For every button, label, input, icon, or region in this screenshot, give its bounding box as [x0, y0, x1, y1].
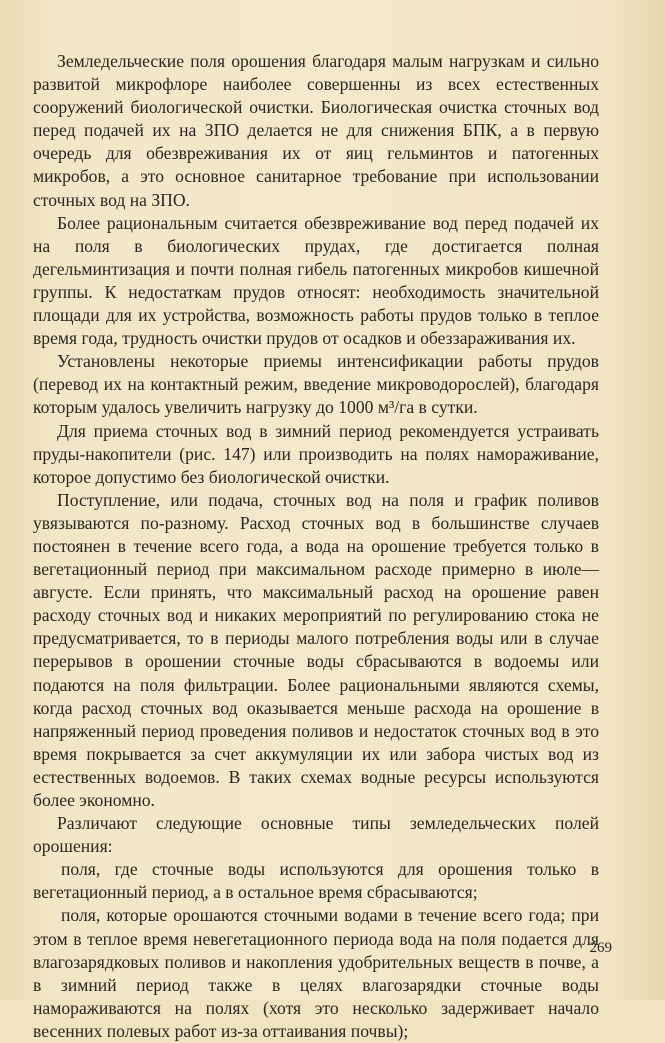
paragraph-zpo-intro: Земледельческие поля орошения благодаря малым нагрузкам и сильно развитой микрофлоре наиболее совершенны из всех естественных сооружений биологической очистки. Биологическая очистка сточных вод перед подачей их на ЗПО делается не для снижения БПК, а в первую очередь для обезвреживания их от яиц гельминтов и патогенных микробов, а это основное санитарное требование при использовании сточных вод на ЗПО. [33, 51, 599, 210]
list-item-vegetation-fields: поля, где сточные воды используются для орошения только в вегетационный период, а в остальное время сбрасываются; [33, 859, 599, 903]
paragraph-supply-schedule: Поступление, или подача, сточных вод на поля и график поливов увязываются по-разному. Расход сточных вод в большинстве случаев постоянен в течение всего года, а вода на орошение требуется только в вегетационный период при максимальном расходе примерно в июле—августе. Если принять, что максимальный расход на орошение равен расходу сточных вод и никаких мероприятий по регулированию стока не предусматривается, то в периоды малого потребления воды или в случае перерывов в орошении сточные воды сбрасываются в водоемы или подаются на поля фильтрации. Более рациональными являются схемы, когда расход сточных вод оказывается меньше расхода на орошение в напряженный период проведения поливов и недостаток сточных вод в это время покрывается за счет аккумуляции их или забора чистых вод из естественных водоемов. В таких схемах водные ресурсы используются более экономно. [33, 489, 599, 810]
page-number: 269 [589, 940, 612, 956]
paragraph-types-intro: Различают следующие основные типы земледельческих полей орошения: [33, 813, 599, 857]
paragraph-bio-ponds: Более рациональным считается обезвреживание вод перед подачей их на поля в биологических прудах, где достигается полная дегельминтизация и почти полная гибель патогенных микробов кишечной группы. К недостаткам прудов относят: необходимость значительной площади для их устройства, возможность работы прудов только в теплое время года, трудность очистки прудов от осадков и обеззараживания их. [33, 212, 599, 349]
paragraph-winter: Для приема сточных вод в зимний период рекомендуется устраивать пруды-накопители (рис. 147) или производить на полях намораживание, которое допустимо без биологической очистки. [33, 420, 599, 487]
paragraph-intensification: Установлены некоторые приемы интенсификации работы прудов (перевод их на контактный режим, введение микроводорослей), благодаря которым удалось увеличить нагрузку до 1000 м³/га в сутки. [33, 351, 599, 418]
main-text [33, 50, 599, 1043]
list-item-year-round-fields: поля, которые орошаются сточными водами в течение всего года; при этом в теплое время невегетационного периода вода на поля подается для влагозарядковых поливов и накопления удобрительных веществ в почве, а в зимний период также в целях влагозарядки сточные воды намораживаются на полях (хотя это несколько задерживает начало весенних полевых работ из-за оттаивания почвы); [33, 905, 599, 1041]
